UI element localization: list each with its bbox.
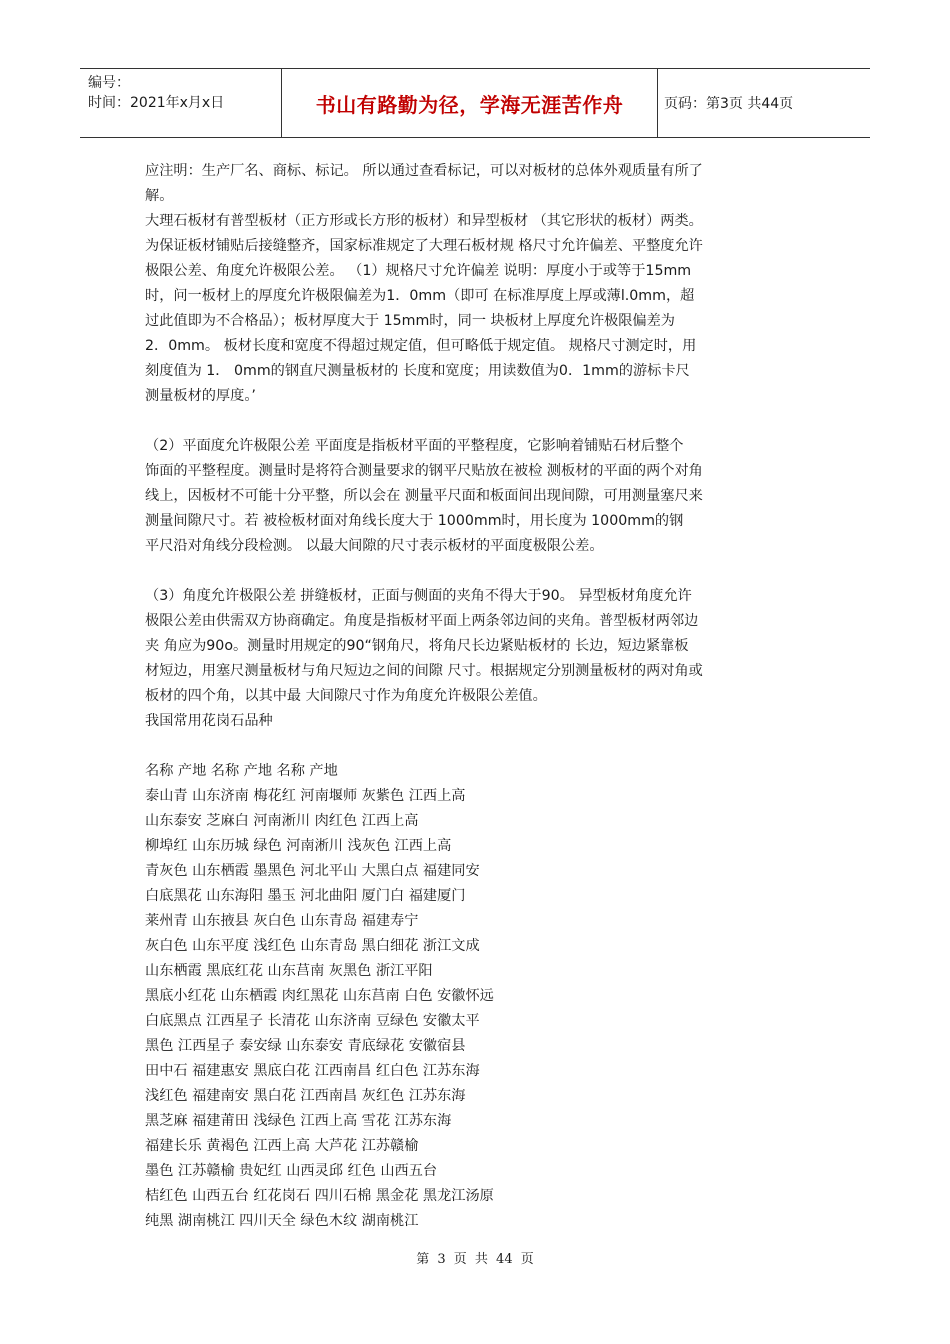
document-body (145, 159, 810, 1234)
header-page-cell (658, 69, 870, 137)
body-text-line: （3）角度允许极限公差 拼缝板材，正面与侧面的夹角不得大于90。 异型板材角度允许 (145, 588, 692, 604)
body-text-line: 纯黑 湖南桃江 四川天全 绿色木纹 湖南桃江 (145, 1213, 419, 1229)
body-text-line: 桔红色 山西五台 红花岗石 四川石棉 黑金花 黑龙江汤原 (145, 1188, 494, 1204)
document-number-label: 编号： (88, 75, 130, 91)
body-text-line: 白底黑点 江西星子 长清花 山东济南 豆绿色 安徽太平 (145, 1013, 480, 1029)
body-text-line: 过此值即为不合格品）；板材厚度大于 15mm时，同一 块板材上厚度允许极限偏差为 (145, 313, 675, 329)
body-text-line: 墨色 江苏赣榆 贵妃红 山西灵邱 红色 山西五台 (145, 1163, 438, 1179)
body-text-line: 2．0mm。 板材长度和宽度不得超过规定值，但可略低于规定值。 规格尺寸测定时，用 (145, 338, 697, 354)
body-text-line: 时，问一板材上的厚度允许极限偏差为1．0mm（即可 在标准厚度上厚或薄l.0mm，超 (145, 288, 695, 304)
body-text-line: 山东栖霞 黑底红花 山东莒南 灰黑色 浙江平阳 (145, 963, 433, 979)
body-text-line: 莱州青 山东掖县 灰白色 山东青岛 福建寿宁 (145, 913, 419, 929)
body-text-line: 测量板材的厚度。’ (145, 388, 256, 404)
body-text-line: 应注明：生产厂名、商标、标记。 所以通过查看标记，可以对板材的总体外观质量有所了 (145, 163, 703, 179)
body-text-line: 柳埠红 山东历城 绿色 河南淅川 浅灰色 江西上高 (145, 838, 452, 854)
page-footer: 第 3 页 共 44 页 (416, 1252, 534, 1267)
body-text-line: 测量间隙尺寸。若 被检板材面对角线长度大于 1000mm时，用长度为 1000mm的钢 (145, 513, 684, 529)
body-text-line: 板材的四个角，以其中最 大间隙尺寸作为角度允许极限公差值。 (145, 688, 547, 704)
body-text-line: 浅红色 福建南安 黑白花 江西南昌 灰红色 江苏东海 (145, 1088, 466, 1104)
body-text-line: 名称 产地 名称 产地 名称 产地 (145, 763, 338, 779)
blank-line (145, 559, 810, 584)
header-motto: 书山有路勤为径，学海无涯苦作舟 (315, 92, 624, 117)
document-time-label: 时间：2021年x月x日 (88, 95, 225, 111)
page-header (80, 68, 870, 138)
body-text-line: 线上，因板材不可能十分平整，所以会在 测量平尺面和板面间出现间隙，可用测量塞尺来 (145, 488, 703, 504)
body-text-line: 福建长乐 黄褐色 江西上高 大芦花 江苏赣榆 (145, 1138, 419, 1154)
body-text-line: 青灰色 山东栖霞 墨黑色 河北平山 大黑白点 福建同安 (145, 863, 480, 879)
body-text-line: 极限公差由供需双方协商确定。角度是指板材平面上两条邻边间的夹角。普型板材两邻边 (145, 613, 699, 629)
body-text-line: 为保证板材铺贴后接缝整齐，国家标准规定了大理石板材规 格尺寸允许偏差、平整度允许 (145, 238, 703, 254)
header-motto-cell (282, 69, 658, 137)
body-text-line: 白底黑花 山东海阳 墨玉 河北曲阳 厦门白 福建厦门 (145, 888, 466, 904)
body-text-line: 田中石 福建惠安 黑底白花 江西南昌 红白色 江苏东海 (145, 1063, 480, 1079)
body-text-line: （2）平面度允许极限公差 平面度是指板材平面的平整程度，它影响着铺贴石材后整个 (145, 438, 684, 454)
body-text-line: 平尺沿对角线分段检测。 以最大间隙的尺寸表示板材的平面度极限公差。 (145, 538, 604, 554)
body-text-line: 黑底小红花 山东栖霞 肉红黑花 山东莒南 白色 安徽怀远 (145, 988, 494, 1004)
blank-line (145, 409, 810, 434)
header-page-info: 页码：第3页 共44页 (664, 96, 794, 112)
body-text-line: 灰白色 山东平度 浅红色 山东青岛 黑白细花 浙江文成 (145, 938, 480, 954)
body-text-line: 材短边，用塞尺测量板材与角尺短边之间的间隙 尺寸。根据规定分别测量板材的两对角或 (145, 663, 703, 679)
body-text-line: 极限公差、角度允许极限公差。 （1）规格尺寸允许偏差 说明：厚度小于或等于15mm (145, 263, 692, 279)
body-text-line: 泰山青 山东济南 梅花红 河南堰师 灰紫色 江西上高 (145, 788, 466, 804)
body-text-line: 黑色 江西星子 泰安绿 山东泰安 青底绿花 安徽宿县 (145, 1038, 466, 1054)
body-text-line: 山东泰安 芝麻白 河南淅川 肉红色 江西上高 (145, 813, 419, 829)
body-text-line: 大理石板材有普型板材（正方形或长方形的板材）和异型板材 （其它形状的板材）两类。 (145, 213, 703, 229)
body-text-line: 黑芝麻 福建莆田 浅绿色 江西上高 雪花 江苏东海 (145, 1113, 452, 1129)
header-meta-cell (80, 69, 282, 137)
body-text-line: 我国常用花岗石品种 (145, 713, 273, 729)
body-text-line: 夹 角应为90o。测量时用规定的90“钢角尺，将角尺长边紧贴板材的 长边，短边紧靠板 (145, 638, 689, 654)
body-text-line: 解。 (145, 188, 174, 204)
body-text-line: 刻度值为 1． 0mm的钢直尺测量板材的 长度和宽度；用读数值为0．1mm的游标卡尺 (145, 363, 690, 379)
blank-line (145, 734, 810, 759)
body-text-line: 饰面的平整程度。测量时是将符合测量要求的钢平尺贴放在被检 测板材的平面的两个对角 (145, 463, 703, 479)
